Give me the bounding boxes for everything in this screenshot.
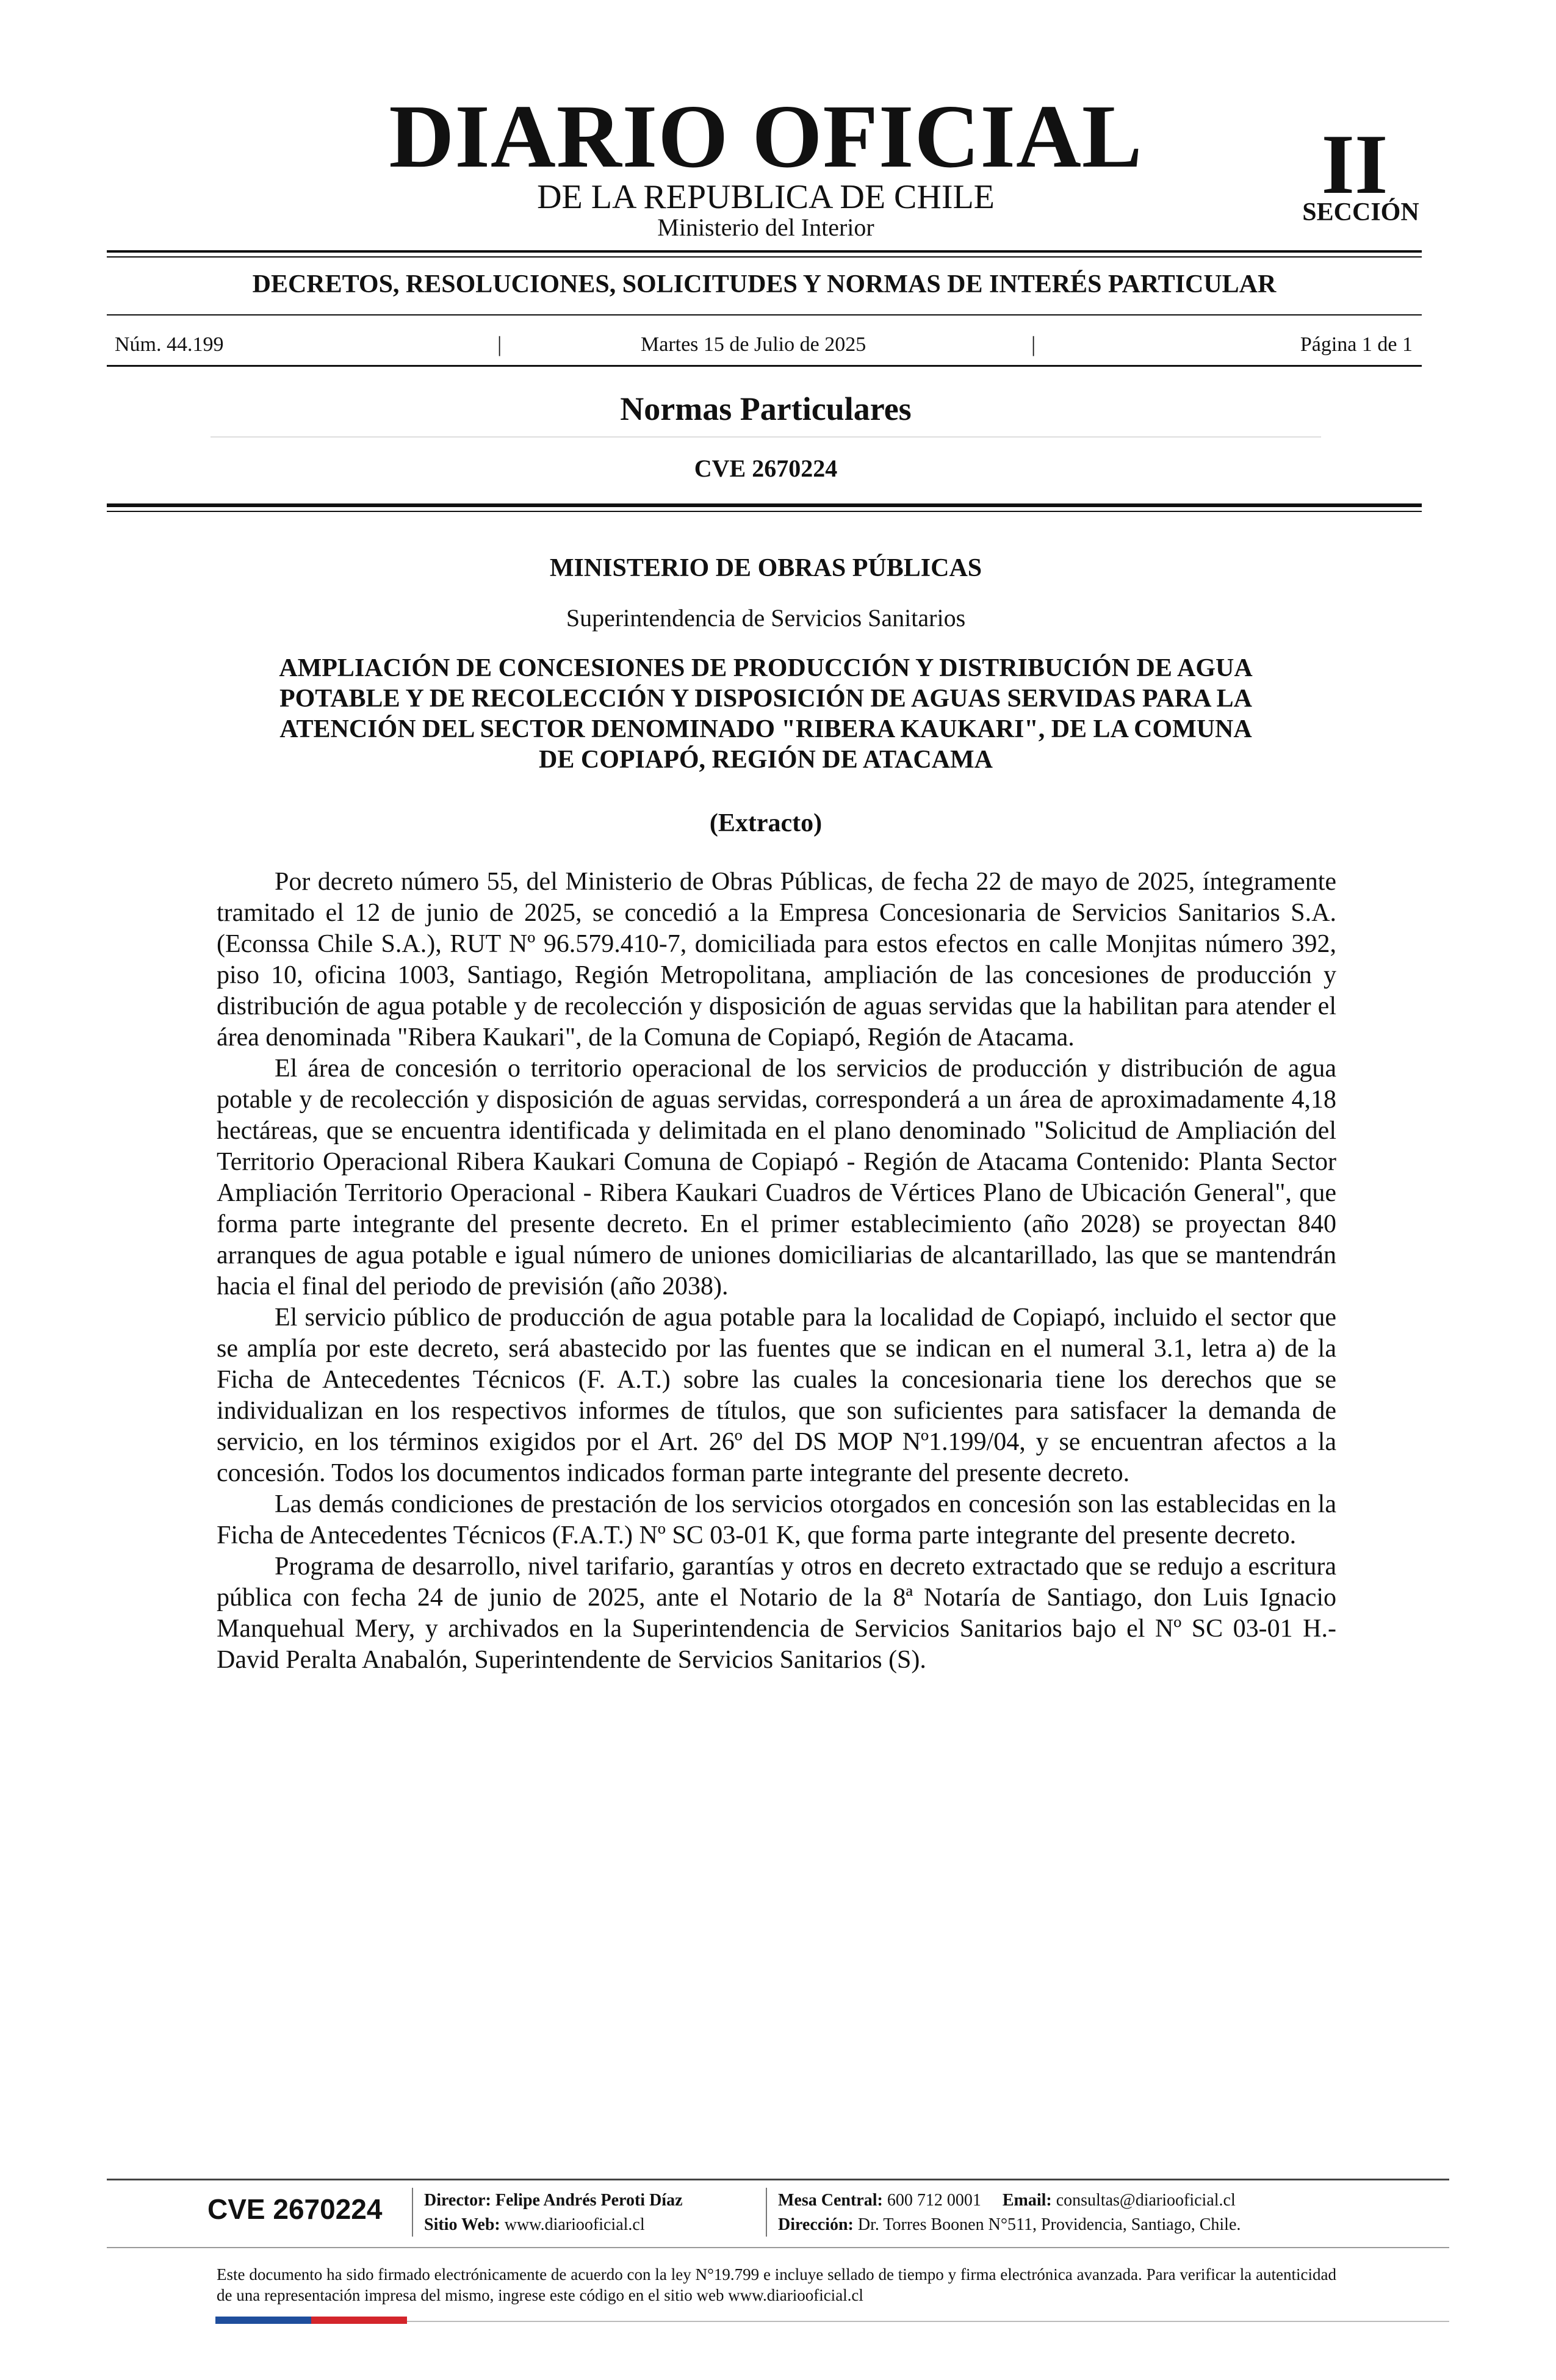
banner-rule xyxy=(107,314,1422,316)
footer-director xyxy=(424,2192,683,2209)
section-number: II xyxy=(1321,117,1388,212)
document-body xyxy=(217,867,1336,1676)
address-label: Dirección: xyxy=(778,2215,854,2234)
document-title xyxy=(0,653,1532,775)
footer-cve: CVE 2670224 xyxy=(207,2193,383,2225)
document-ministry: MINISTERIO DE OBRAS PÚBLICAS xyxy=(549,554,982,582)
newspaper-ministry: Ministerio del Interior xyxy=(657,214,874,241)
flag-stripe-blue xyxy=(215,2317,311,2324)
meta-separator: | xyxy=(497,332,502,356)
page-number: Página 1 de 1 xyxy=(1300,333,1413,356)
footer-divider xyxy=(766,2188,767,2237)
footer-rule-top xyxy=(107,2179,1449,2180)
document-title-line: ATENCIÓN DEL SECTOR DENOMINADO "RIBERA KAUKARI", DE LA COMUNA xyxy=(279,715,1252,743)
address-value: Dr. Torres Boonen N°511, Providencia, Santiago, Chile. xyxy=(857,2215,1241,2234)
phone-label: Mesa Central: xyxy=(778,2191,883,2210)
issue-number: Núm. 44.199 xyxy=(115,333,224,356)
section-title: Normas Particulares xyxy=(620,391,912,427)
issue-date: Martes 15 de Julio de 2025 xyxy=(641,333,866,356)
extract-label: (Extracto) xyxy=(709,809,823,837)
document-title-line: DE COPIAPÓ, REGIÓN DE ATACAMA xyxy=(539,746,993,774)
meta-separator: | xyxy=(1031,332,1036,356)
header-rule-thick xyxy=(107,503,1422,507)
website-link[interactable]: www.diariooficial.cl xyxy=(504,2215,645,2234)
email-link[interactable]: consultas@diariooficial.cl xyxy=(1056,2191,1236,2210)
section-label: SECCIÓN xyxy=(1302,198,1419,226)
website-label: Sitio Web: xyxy=(424,2215,500,2234)
director-label: Director: xyxy=(424,2191,491,2210)
meta-rule xyxy=(107,365,1422,367)
section-title-divider xyxy=(211,436,1321,438)
footer-contact xyxy=(778,2192,1236,2209)
email-label: Email: xyxy=(1002,2191,1052,2210)
footer-signature-note: Este documento ha sido firmado electrónicamente de acuerdo con la ley N°19.799 e incluye sellado de tiempo y firma electrónica avanzada. Para verificar la autenticidad de una representación impresa del mismo, ingrese este código en el sitio web www.diariooficial.cl xyxy=(217,2265,1336,2304)
section-banner: DECRETOS, RESOLUCIONES, SOLICITUDES Y NORMAS DE INTERÉS PARTICULAR xyxy=(252,270,1277,298)
masthead-rule-top xyxy=(107,250,1422,253)
document-title-line: POTABLE Y DE RECOLECCIÓN Y DISPOSICIÓN DE AGUAS SERVIDAS PARA LA xyxy=(279,685,1252,713)
body-paragraph: El área de concesión o territorio operacional de los servicios de producción y distribución de agua potable y de recolección y disposición de aguas servidas, corresponderá a un área de aproximadamente 4,18 hectáreas, que se encuentra identificada y delimitada en el plano denominado "Solicitud de Ampliación del Territorio Operacional Ribera Kaukari Comuna de Copiapó - Región de Atacama Contenido: Planta Sector Ampliación Territorio Operacional - Ribera Kaukari Cuadros de Vértices Plano de Ubicación General", que forma parte integrante del presente decreto. En el primer establecimiento (año 2028) se proyectan 840 arranques de agua potable e igual número de uniones domiciliarias de alcantarillado, las que se mantendrán hacia el final del periodo de previsión (año 2038). xyxy=(217,1055,1336,1300)
newspaper-title: DIARIO OFICIAL xyxy=(389,87,1143,187)
flag-stripe-red xyxy=(311,2317,407,2324)
phone-value: 600 712 0001 xyxy=(887,2191,981,2210)
footer-rule-bottom xyxy=(107,2247,1449,2248)
newspaper-subtitle: DE LA REPUBLICA DE CHILE xyxy=(537,178,995,216)
document-superintendence: Superintendencia de Servicios Sanitarios xyxy=(566,604,966,632)
body-paragraph: Las demás condiciones de prestación de los servicios otorgados en concesión son las establecidas en la Ficha de Antecedentes Técnicos (F.A.T.) Nº SC 03-01 K, que forma parte integrante del presente decreto. xyxy=(217,1490,1336,1549)
director-value: Felipe Andrés Peroti Díaz xyxy=(495,2191,683,2210)
body-paragraph: Programa de desarrollo, nivel tarifario, garantías y otros en decreto extractado que se redujo a escritura pública con fecha 24 de junio de 2025, ante el Notario de la 8ª Notaría de Santiago, don Luis Ignacio Manquehual Mery, y archivados en la Superintendencia de Servicios Sanitarios bajo el Nº SC 03-01 H.- David Peralta Anabalón, Superintendente de Servicios Sanitarios (S). xyxy=(217,1552,1336,1674)
header-rule-thin xyxy=(107,511,1422,512)
footer-address xyxy=(778,2216,1241,2234)
footer-divider xyxy=(412,2188,413,2237)
masthead-rule-second xyxy=(107,256,1422,258)
cve-heading: CVE 2670224 xyxy=(694,455,838,482)
body-paragraph: El servicio público de producción de agua potable para la localidad de Copiapó, incluido el sector que se amplía por este decreto, será abastecido por las fuentes que se indican en el numeral 3.1, letra a) de la Ficha de Antecedentes Técnicos (F. A.T.) sobre las cuales la concesionaria tiene los derechos que se individualizan en los respectivos informes de títulos, que son suficientes para satisfacer la demanda de servicio, en los términos exigidos por el Art. 26º del DS MOP Nº1.199/04, y se encuentran afectos a la concesión. Todos los documentos indicados forman parte integrante del presente decreto. xyxy=(217,1304,1336,1487)
body-paragraph: Por decreto número 55, del Ministerio de Obras Públicas, de fecha 22 de mayo de 2025, íntegramente tramitado el 12 de junio de 2025, se concedió a la Empresa Concesionaria de Servicios Sanitarios S.A. (Econssa Chile S.A.), RUT Nº 96.579.410-7, domiciliada para estos efectos en calle Monjitas número 392, piso 10, oficina 1003, Santiago, Región Metropolitana, ampliación de las concesiones de producción y distribución de agua potable y de recolección y disposición de aguas servidas que la habilitan para atender el área denominada "Ribera Kaukari", de la Comuna de Copiapó, Región de Atacama. xyxy=(217,868,1336,1051)
footer-website xyxy=(424,2216,645,2234)
footer-rule-end xyxy=(407,2321,1449,2322)
document-title-line: AMPLIACIÓN DE CONCESIONES DE PRODUCCIÓN Y DISTRIBUCIÓN DE AGUA xyxy=(279,654,1253,682)
